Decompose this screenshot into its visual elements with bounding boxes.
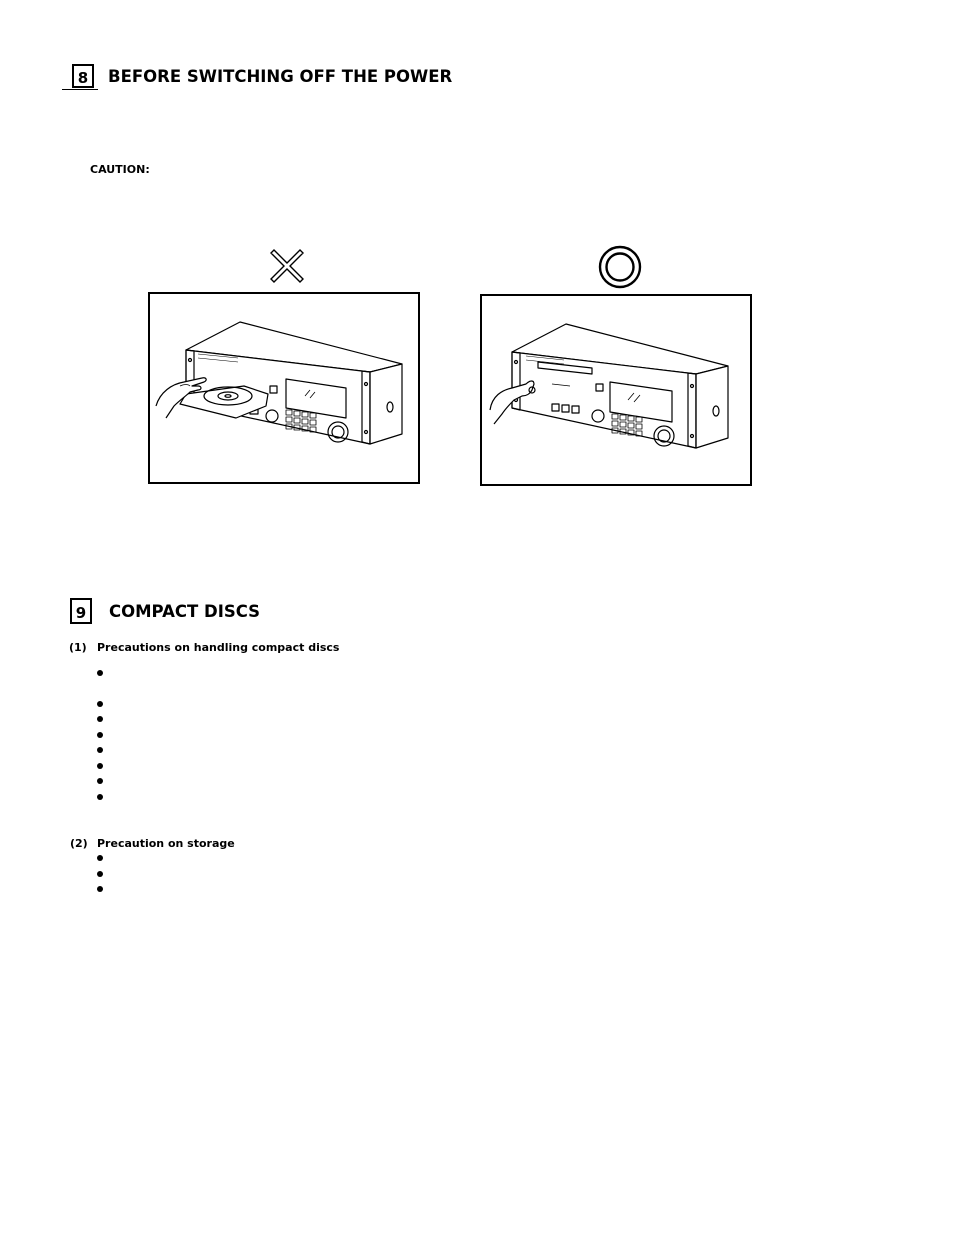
section-8-number: 8 (72, 64, 94, 88)
section-9-number: 9 (70, 598, 92, 624)
illustration-tray-open (148, 292, 420, 484)
bullet-icon (97, 701, 103, 707)
bullet-icon (97, 732, 103, 738)
bullet-icon (97, 670, 103, 676)
subsection-1-title: Precautions on handling compact discs (97, 641, 340, 654)
subsection-1-number: (1) (69, 641, 87, 654)
bullet-icon (97, 778, 103, 784)
cross-mark-icon (268, 247, 306, 285)
subsection-2-number: (2) (70, 837, 88, 850)
bullet-icon (97, 716, 103, 722)
bullet-icon (97, 871, 103, 877)
section-9-title: COMPACT DISCS (109, 602, 261, 621)
bullet-icon (97, 747, 103, 753)
double-circle-icon (598, 245, 642, 289)
bullet-icon (97, 886, 103, 892)
bullet-icon (97, 763, 103, 769)
bullet-icon (97, 794, 103, 800)
subsection-2-title: Precaution on storage (97, 837, 235, 850)
bullet-icon (97, 855, 103, 861)
caution-label: CAUTION: (90, 163, 150, 176)
illustration-tray-closed (480, 294, 752, 486)
section-8-title: BEFORE SWITCHING OFF THE POWER (108, 67, 453, 86)
